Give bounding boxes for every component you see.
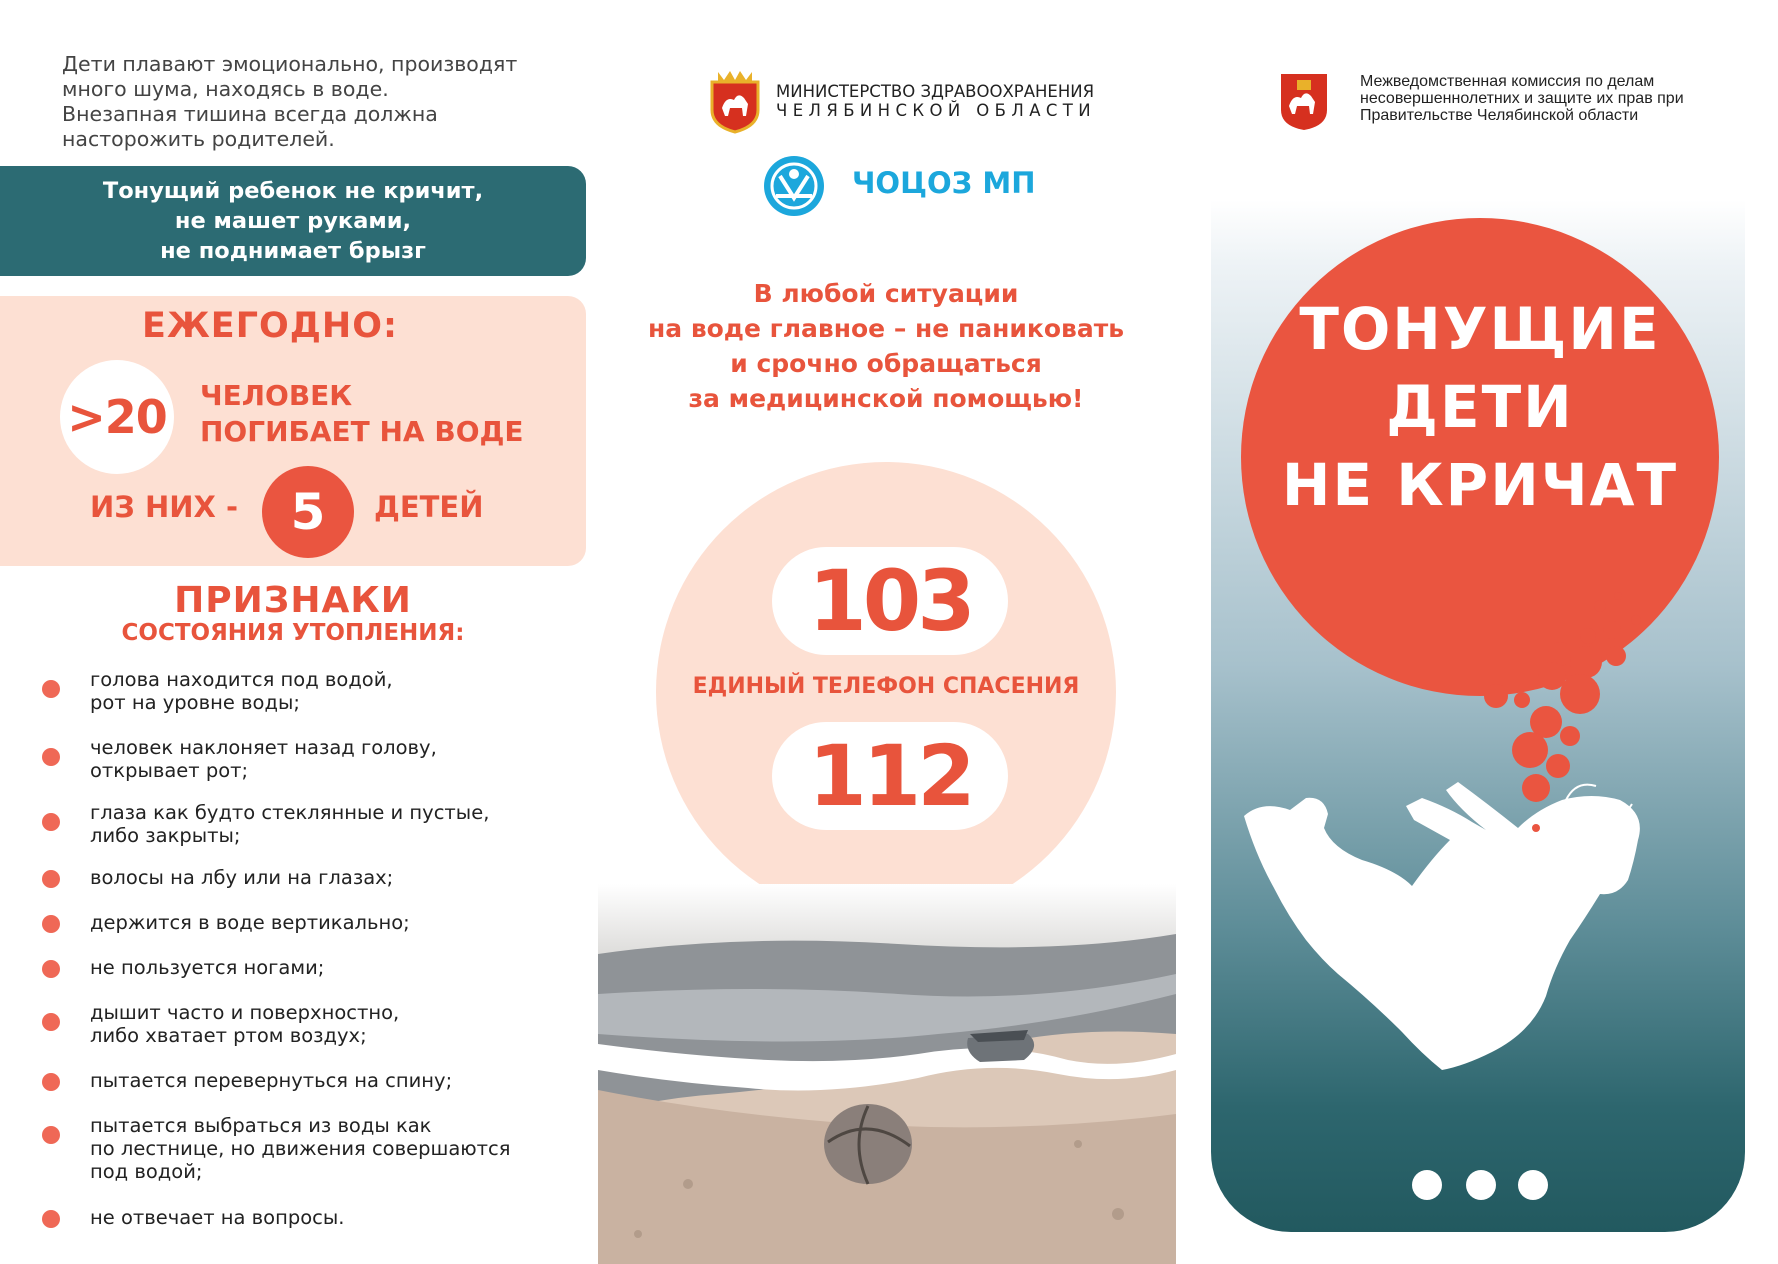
- bullet-icon: [42, 915, 60, 933]
- list-item-text: [90, 1069, 570, 1092]
- intro-text: [62, 52, 582, 152]
- choz-logo-icon: [762, 154, 826, 218]
- bullet-icon: [42, 748, 60, 766]
- list-item-line: глаза как будто стеклянные и пустые,: [90, 801, 490, 824]
- highlight-line: Тонущий ребенок не кричит,: [102, 178, 484, 204]
- advice-line: за медицинской помощью!: [688, 384, 1084, 413]
- children-prefix: ИЗ НИХ -: [90, 490, 239, 524]
- list-item-line: либо хватает ртом воздух;: [90, 1024, 367, 1047]
- list-item-line: не отвечает на вопросы.: [90, 1206, 345, 1229]
- bullet-icon: [42, 1210, 60, 1228]
- page-indicator-dot: [1518, 1170, 1548, 1200]
- children-suffix: ДЕТЕЙ: [374, 490, 484, 524]
- phone-112-badge: 112: [772, 722, 1008, 830]
- bullet-icon: [42, 960, 60, 978]
- list-item-text: [90, 736, 570, 782]
- list-item-text: [90, 1206, 570, 1229]
- list-item-line: под водой;: [90, 1160, 203, 1183]
- bullet-icon: [42, 1073, 60, 1091]
- choz-name: ЧОЦОЗ МП: [852, 166, 1036, 200]
- intro-line: Внезапная тишина всегда должна: [62, 102, 438, 126]
- ministry-name-line1: МИНИСТЕРСТВО ЗДРАВООХРАНЕНИЯ: [776, 82, 1095, 101]
- list-item-text: [90, 1001, 570, 1047]
- list-item-line: рот на уровне воды;: [90, 691, 300, 714]
- list-item-line: дышит часто и поверхностно,: [90, 1001, 400, 1024]
- highlight-banner: [0, 166, 586, 276]
- highlight-line: не поднимает брызг: [160, 238, 426, 264]
- deaths-caption-line1: ЧЕЛОВЕК: [200, 379, 353, 412]
- page-indicator-dot: [1466, 1170, 1496, 1200]
- stats-heading: ЕЖЕГОДНО:: [142, 306, 398, 346]
- list-item-line: пытается перевернуться на спину;: [90, 1069, 453, 1092]
- commission-line: Межведомственная комиссия по делам: [1360, 73, 1655, 90]
- highlight-line: не машет руками,: [174, 208, 412, 234]
- intro-line: Дети плавают эмоционально, производят: [62, 52, 518, 76]
- commission-line: несовершеннолетних и защите их прав при: [1360, 90, 1684, 107]
- bullet-icon: [42, 813, 60, 831]
- advice-line: В любой ситуации: [753, 279, 1019, 308]
- ministry-name-line2: ЧЕЛЯБИНСКОЙ ОБЛАСТИ: [776, 101, 1097, 120]
- intro-line: много шума, находясь в воде.: [62, 77, 389, 101]
- list-item-text: [90, 956, 570, 979]
- list-item-line: не пользуется ногами;: [90, 956, 325, 979]
- intro-line: насторожить родителей.: [62, 127, 335, 151]
- list-item-line: держится в воде вертикально;: [90, 911, 410, 934]
- commission-name: [1360, 73, 1684, 124]
- bullet-icon: [42, 870, 60, 888]
- advice-text: [596, 276, 1176, 416]
- advice-line: и срочно обращаться: [730, 349, 1042, 378]
- cover-title: [1241, 290, 1719, 524]
- ministry-name: [776, 82, 1096, 120]
- commission-line: Правительстве Челябинской области: [1360, 107, 1639, 124]
- child-silhouette-illustration: [1236, 770, 1656, 1080]
- list-item-line: открывает рот;: [90, 759, 249, 782]
- list-item-line: пытается выбраться из воды как: [90, 1114, 432, 1137]
- list-item-text: [90, 668, 570, 714]
- rescue-phone-label: ЕДИНЫЙ ТЕЛЕФОН СПАСЕНИЯ: [692, 674, 1080, 699]
- list-item-line: либо закрыты;: [90, 824, 241, 847]
- advice-line: на воде главное – не паниковать: [647, 314, 1125, 343]
- cover-title-line: НЕ КРИЧАТ: [1281, 451, 1679, 519]
- page-indicator-dot: [1412, 1170, 1442, 1200]
- bullet-icon: [42, 1126, 60, 1144]
- list-item-text: [90, 801, 570, 847]
- list-item-text: [90, 911, 570, 934]
- signs-title: ПРИЗНАКИ: [174, 580, 412, 621]
- children-value-badge: 5: [262, 466, 354, 558]
- commission-emblem-icon: [1277, 70, 1331, 132]
- list-item-text: [90, 866, 570, 889]
- phone-103-badge: 103: [772, 547, 1008, 655]
- ministry-emblem-icon: [708, 68, 762, 134]
- bullet-icon: [42, 680, 60, 698]
- deaths-caption: [200, 378, 524, 450]
- beach-illustration: [598, 884, 1176, 1264]
- signs-subtitle: СОСТОЯНИЯ УТОПЛЕНИЯ:: [121, 620, 465, 646]
- list-item-line: голова находится под водой,: [90, 668, 393, 691]
- cover-title-line: ДЕТИ: [1386, 373, 1574, 441]
- deaths-value-badge: >20: [60, 360, 174, 474]
- list-item-line: волосы на лбу или на глазах;: [90, 866, 394, 889]
- cover-title-line: ТОНУЩИЕ: [1299, 295, 1661, 363]
- deaths-caption-line2: ПОГИБАЕТ НА ВОДЕ: [200, 415, 524, 448]
- list-item-line: человек наклоняет назад голову,: [90, 736, 437, 759]
- list-item-text: [90, 1114, 570, 1183]
- list-item-line: по лестнице, но движения совершаются: [90, 1137, 511, 1160]
- bullet-icon: [42, 1013, 60, 1031]
